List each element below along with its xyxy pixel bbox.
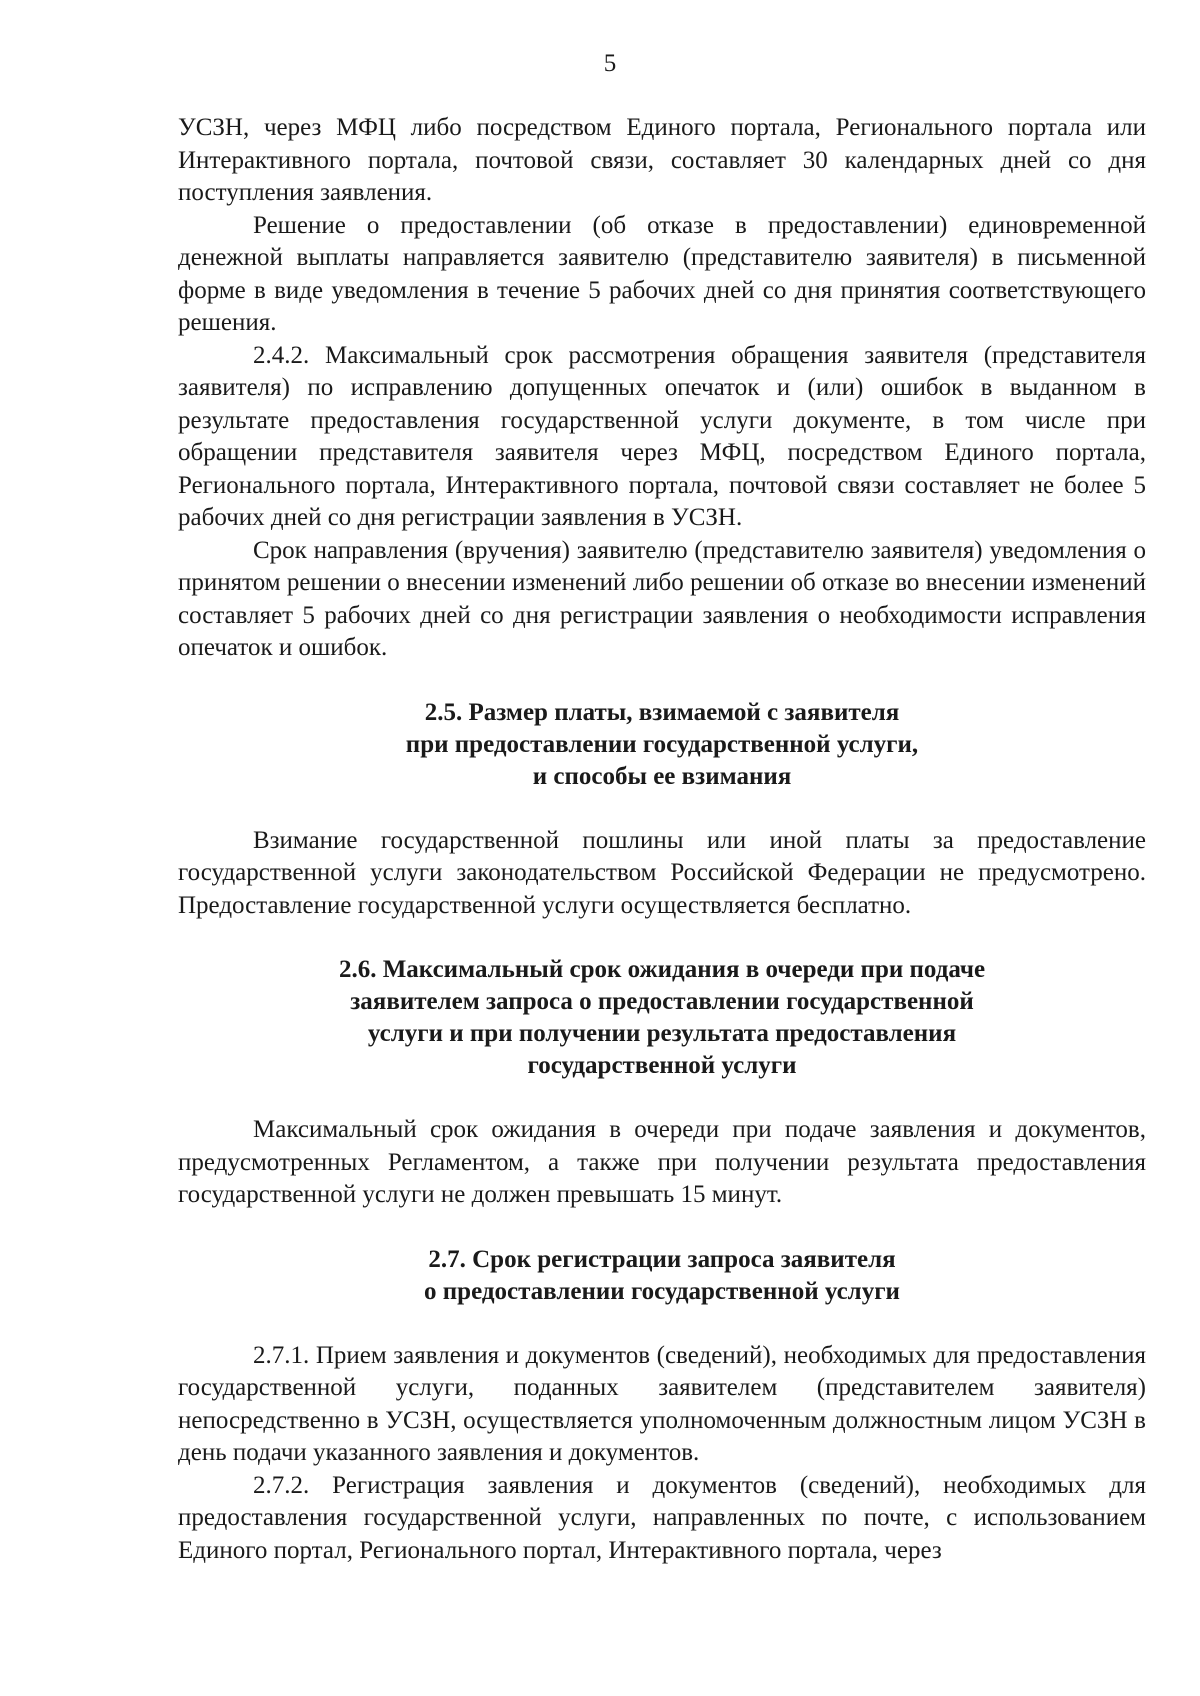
heading-2-5: 2.5. Размер платы, взимаемой с заявителя при предоставлении государственной услуги, и способы ее взимания — [405, 698, 919, 790]
paragraph-2-7-2: 2.7.2. Регистрация заявления и документов (сведений), необходимых для предоставления государственной услуги, направленных по почте, с использованием Единого портал, Регионального портал, Интерактивного портала, через — [178, 1471, 1146, 1564]
heading-2-6: 2.6. Максимальный срок ожидания в очереди при подаче заявителем запроса о предоставлении государственной услуги и при получении результата предоставления государственной услуги — [338, 956, 986, 1079]
paragraph-2-7-1: 2.7.1. Прием заявления и документов (сведений), необходимых для предоставления государственной услуги, поданных заявителем (представителем заявителя) непосредственно в УСЗН, осуществляется уполномоченным должностным лицом УСЗН в день подачи указанного заявления и документов. — [178, 1341, 1146, 1466]
page-number: 5 — [603, 50, 617, 77]
paragraph-2-4-2: 2.4.2. Максимальный срок рассмотрения обращения заявителя (представителя заявителя) по исправлению допущенных опечаток и (или) ошибок в выданном в результате предоставления государственной услуги документе, в том числе при обращении представителя заявителя через МФЦ, посредством Единого портала, Регионального портала, Интерактивного портала, почтовой связи составляет не более 5 рабочих дней со дня регистрации заявления в УСЗН. — [178, 341, 1146, 531]
paragraph-continuation: УСЗН, через МФЦ либо посредством Единого портала, Регионального портала или Интерактивного портала, почтовой связи, составляет 30 календарных дней со дня поступления заявления. — [178, 114, 1146, 206]
heading-2-7: 2.7. Срок регистрации запроса заявителя о предоставлении государственной услуги — [424, 1245, 900, 1305]
document-body — [178, 112, 1146, 1567]
paragraph-notification-term: Срок направления (вручения) заявителю (представителю заявителя) уведомления о принятом решении о внесении изменений либо решении об отказе во внесении изменений составляет 5 рабочих дней со дня регистрации заявления о необходимости исправления опечаток и ошибок. — [178, 536, 1146, 661]
paragraph-decision-notice: Решение о предоставлении (об отказе в предоставлении) единовременной денежной выплаты направляется заявителю (представителю заявителя) в письменной форме в виде уведомления в течение 5 рабочих дней со дня принятия соответствующего решения. — [178, 211, 1146, 336]
paragraph-fee: Взимание государственной пошлины или иной платы за предоставление государственной услуги законодательством Российской Федерации не предусмотрено. Предоставление государственной услуги осуществляется бесплатно. — [178, 826, 1146, 919]
paragraph-queue-time: Максимальный срок ожидания в очереди при подаче заявления и документов, предусмотренных Регламентом, а также при получении результата предоставления государственной услуги не должен превышать 15 минут. — [178, 1116, 1146, 1208]
